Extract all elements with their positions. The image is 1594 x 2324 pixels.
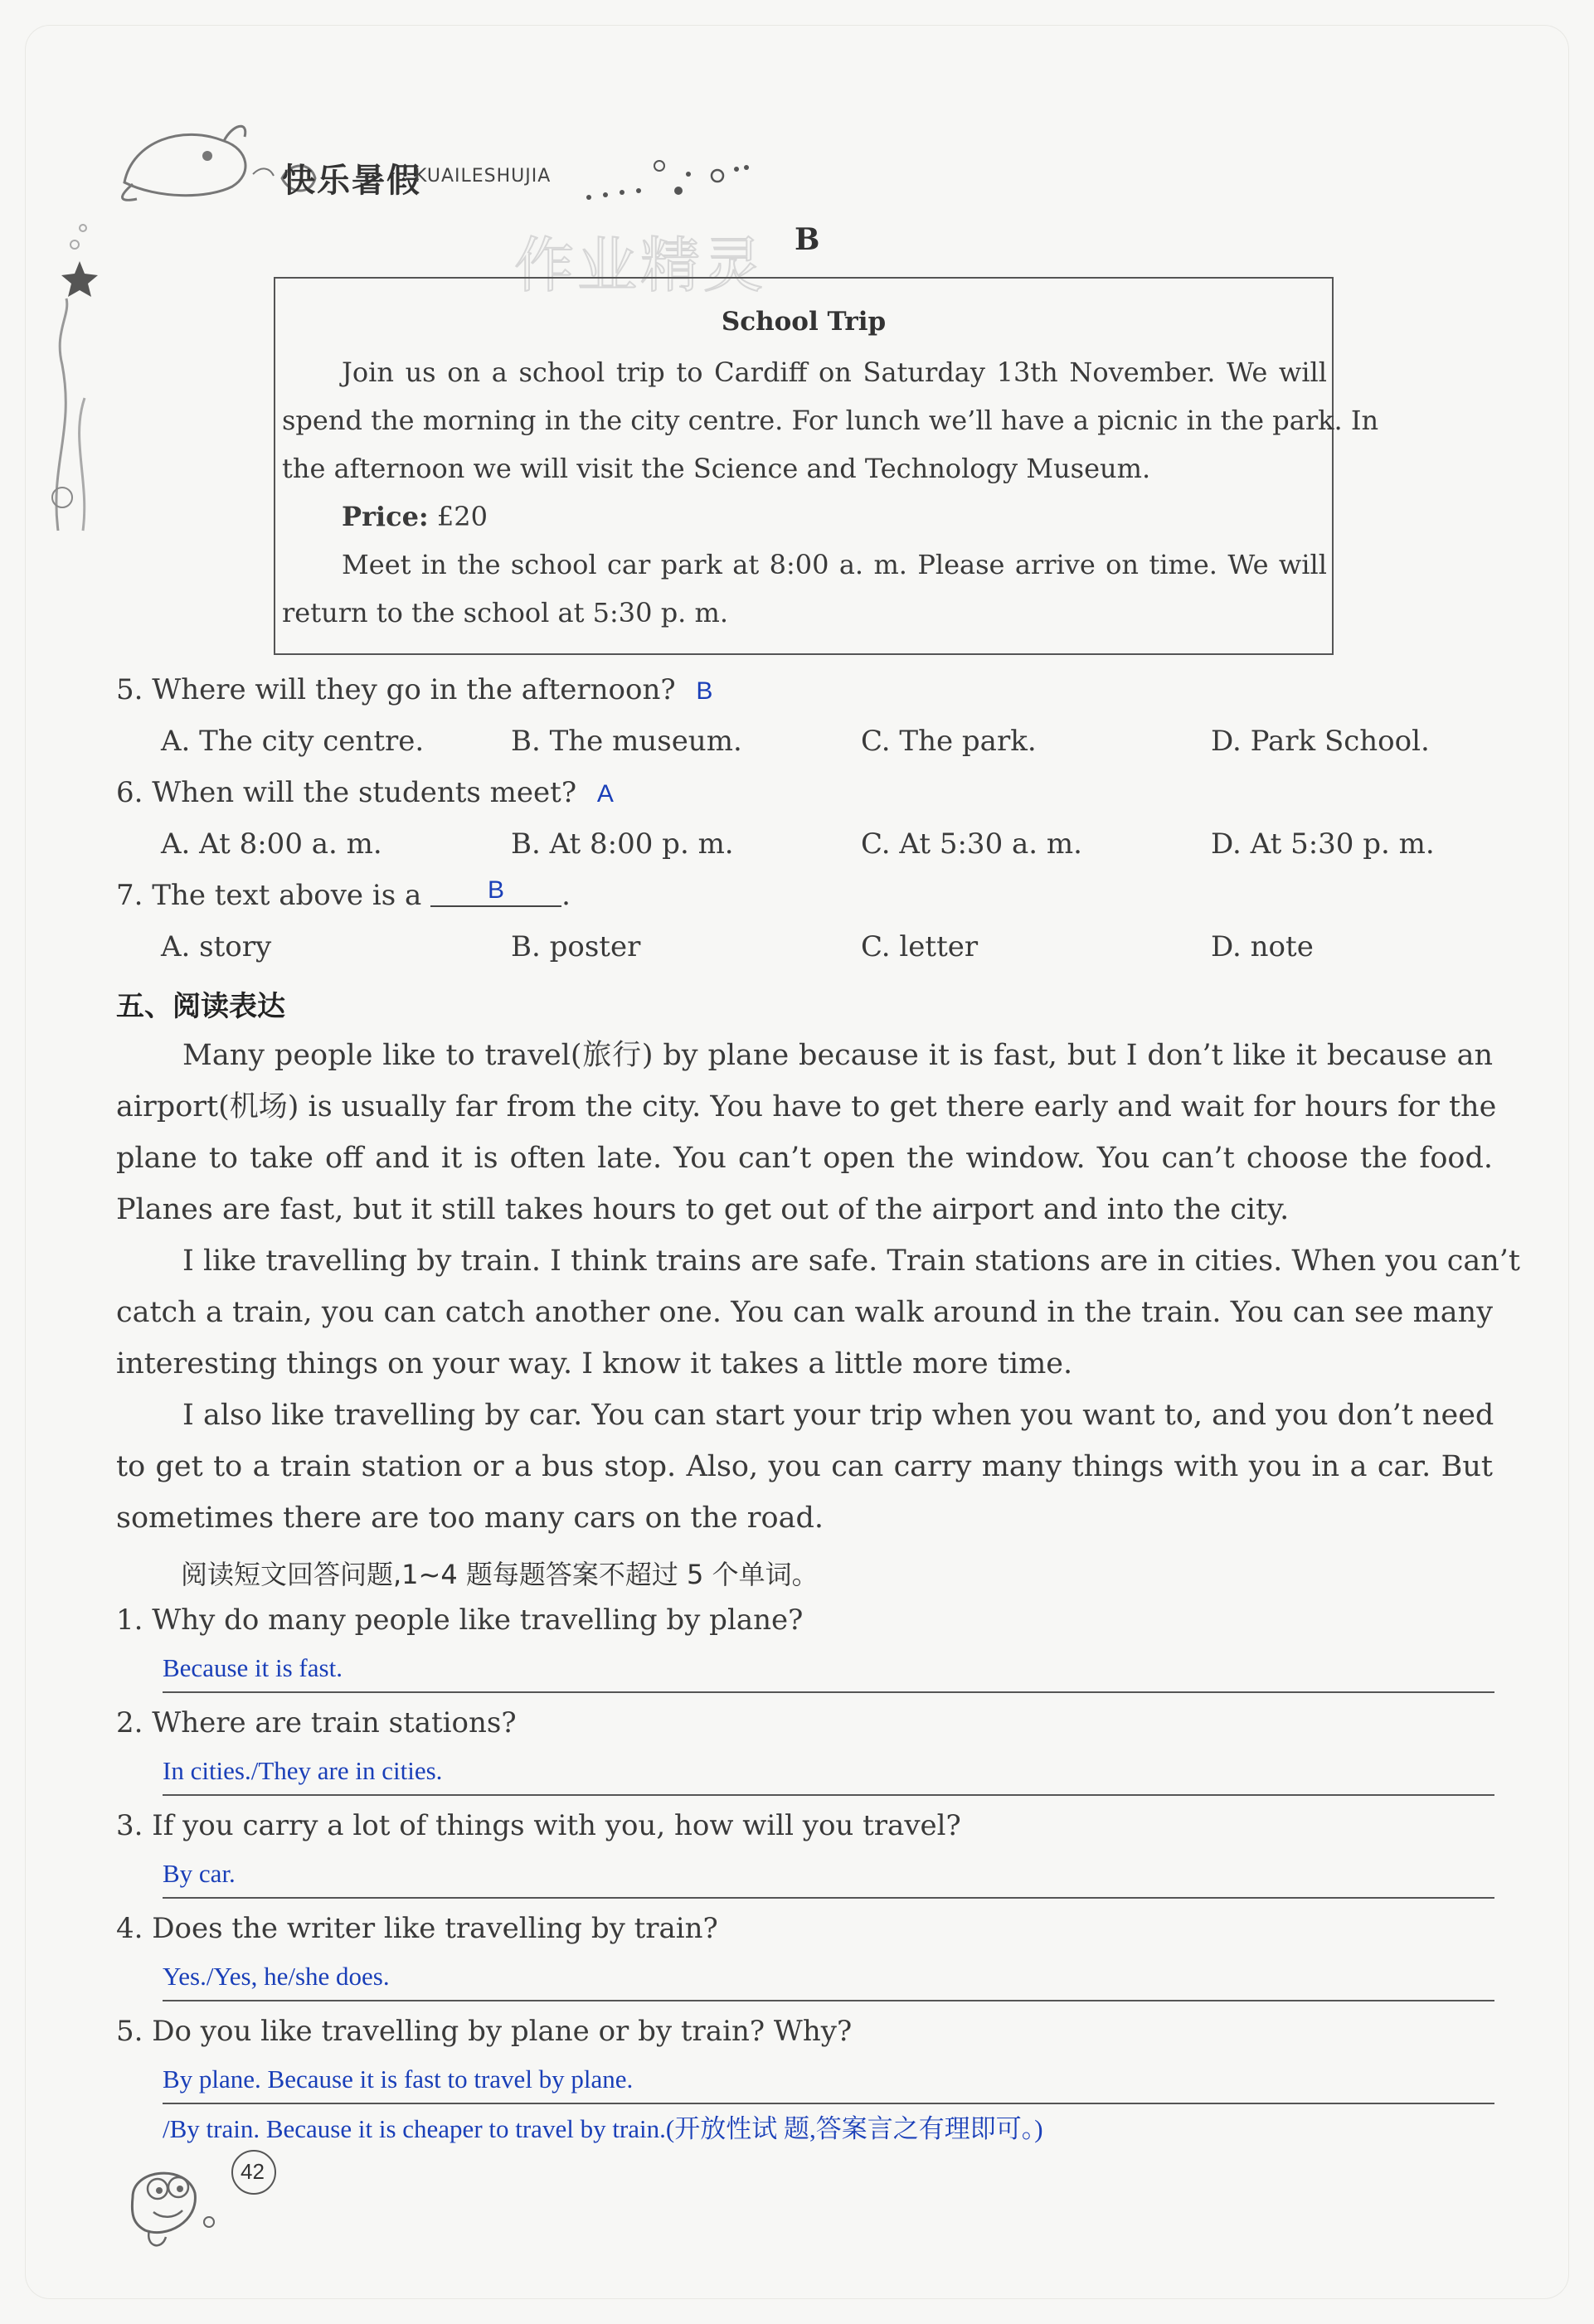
section-letter: B <box>795 222 820 257</box>
instruction: 阅读短文回答问题,1~4 题每题答案不超过 5 个单词。 <box>181 1559 819 1590</box>
answer-line <box>163 1691 1494 1693</box>
page-number: 42 <box>241 2159 265 2184</box>
answer-mark: B <box>696 677 713 705</box>
answer-mark: B <box>488 876 505 904</box>
answer-text-alt: /By train. Because it is cheaper to travel by train.(开放性试 题,答案言之有理即可。) <box>163 2114 1043 2143</box>
section-heading: 五、阅读表达 <box>116 990 285 1023</box>
paragraph-3 <box>116 1390 1493 1544</box>
seaweed-starfish-icon <box>25 216 100 539</box>
fish-mascot-icon <box>116 2147 216 2255</box>
price-value: £20 <box>436 501 488 532</box>
question-5 <box>116 673 712 706</box>
question-number: 5. <box>116 673 143 706</box>
answer-text: Because it is fast. <box>163 1653 343 1682</box>
answer-text: By plane. Because it is fast to travel by plane. <box>163 2064 634 2094</box>
option: D. Park School. <box>1211 725 1430 758</box>
option: B. At 8:00 p. m. <box>511 827 734 861</box>
header-subtitle: KUAILESHUJIA <box>415 166 552 187</box>
question-text: Does the writer like travelling by train? <box>152 1912 718 1945</box>
notice-line: return to the school at 5:30 p. m. <box>282 597 729 628</box>
answer-blank <box>430 872 561 907</box>
price-line <box>342 492 1387 541</box>
paragraph-line: catch a train, you can catch another one. You can walk around in the train. You can see many <box>116 1296 1493 1329</box>
option: A. At 8:00 a. m. <box>161 827 382 861</box>
reading-question-5 <box>116 2015 852 2048</box>
question-number: 7. <box>116 879 143 912</box>
question-number: 5. <box>116 2015 143 2048</box>
bubbles-decoration-icon <box>581 158 763 207</box>
reading-question-4 <box>116 1912 718 1945</box>
question-text: Where are train stations? <box>152 1706 517 1739</box>
paragraph-line: I also like travelling by car. You can start your trip when you want to, and you don’t need <box>182 1399 1494 1432</box>
question-number: 2. <box>116 1706 143 1739</box>
paragraph-line: interesting things on your way. I know it takes a little more time. <box>116 1347 1073 1380</box>
question-6 <box>116 776 614 809</box>
question-text: The text above is a <box>152 879 422 912</box>
question-text: Do you like travelling by plane or by train? Why? <box>152 2015 853 2048</box>
question-text: Where will they go in the afternoon? <box>152 673 676 706</box>
notice-line: spend the morning in the city centre. For lunch we’ll have a picnic in the park. In <box>282 405 1379 436</box>
answer-text: Yes./Yes, he/she does. <box>163 1962 390 1991</box>
question-end: . <box>561 879 571 912</box>
question-number: 1. <box>116 1604 143 1637</box>
paragraph-1 <box>116 1030 1497 1235</box>
option: B. The museum. <box>511 725 742 758</box>
answer-text: By car. <box>163 1859 236 1888</box>
paragraph-line: Planes are fast, but it still takes hours to get out of the airport and into the city. <box>116 1193 1290 1226</box>
paragraph-line: Many people like to travel(旅行) by plane because it is fast, but I don’t like it because an <box>182 1039 1493 1072</box>
question-number: 3. <box>116 1809 143 1842</box>
answer-mark: A <box>596 780 614 808</box>
price-label: Price: <box>342 501 429 532</box>
notice-line: Meet in the school car park at 8:00 a. m. Please arrive on time. We will <box>342 549 1327 580</box>
answer-line <box>163 1897 1494 1899</box>
answer-text: In cities./They are in cities. <box>163 1756 443 1785</box>
option: B. poster <box>511 930 641 963</box>
question-7 <box>116 876 571 914</box>
watermark-text: 作业精灵 <box>514 230 767 300</box>
header-title: 快乐暑假 <box>282 162 421 200</box>
paragraph-line: airport(机场) is usually far from the city. You have to get there early and wait for hours for the <box>116 1090 1497 1123</box>
option: C. The park. <box>861 725 1037 758</box>
notice-line: the afternoon we will visit the Science and Technology Museum. <box>282 453 1151 484</box>
answer-line <box>163 2103 1494 2104</box>
answer-line <box>163 1794 1494 1796</box>
option: D. note <box>1211 930 1314 963</box>
question-text: If you carry a lot of things with you, how will you travel? <box>152 1809 961 1842</box>
paragraph-line: plane to take off and it is often late. You can’t open the window. You can’t choose the food. <box>116 1142 1493 1175</box>
option: A. story <box>161 930 272 963</box>
question-number: 6. <box>116 776 143 809</box>
question-text: Why do many people like travelling by plane? <box>152 1604 804 1637</box>
option: C. At 5:30 a. m. <box>861 827 1082 861</box>
question-text: When will the students meet? <box>152 776 577 809</box>
notice-box <box>274 277 1379 655</box>
question-number: 4. <box>116 1912 143 1945</box>
paragraph-line: to get to a train station or a bus stop. Also, you can carry many things with you in a car. But <box>116 1450 1493 1483</box>
paragraph-line: I like travelling by train. I think trains are safe. Train stations are in cities. When you can’t <box>182 1244 1520 1278</box>
notice-line: Join us on a school trip to Cardiff on Saturday 13th November. We will <box>342 357 1327 388</box>
answer-line <box>163 2000 1494 2001</box>
option: A. The city centre. <box>161 725 425 758</box>
notice-title: School Trip <box>721 307 887 337</box>
paragraph-line: sometimes there are too many cars on the road. <box>116 1502 824 1535</box>
reading-question-2 <box>116 1706 517 1739</box>
reading-question-1 <box>116 1604 803 1637</box>
option: D. At 5:30 p. m. <box>1211 827 1435 861</box>
reading-question-3 <box>116 1809 961 1842</box>
paragraph-2 <box>116 1235 1520 1390</box>
option: C. letter <box>861 930 979 963</box>
